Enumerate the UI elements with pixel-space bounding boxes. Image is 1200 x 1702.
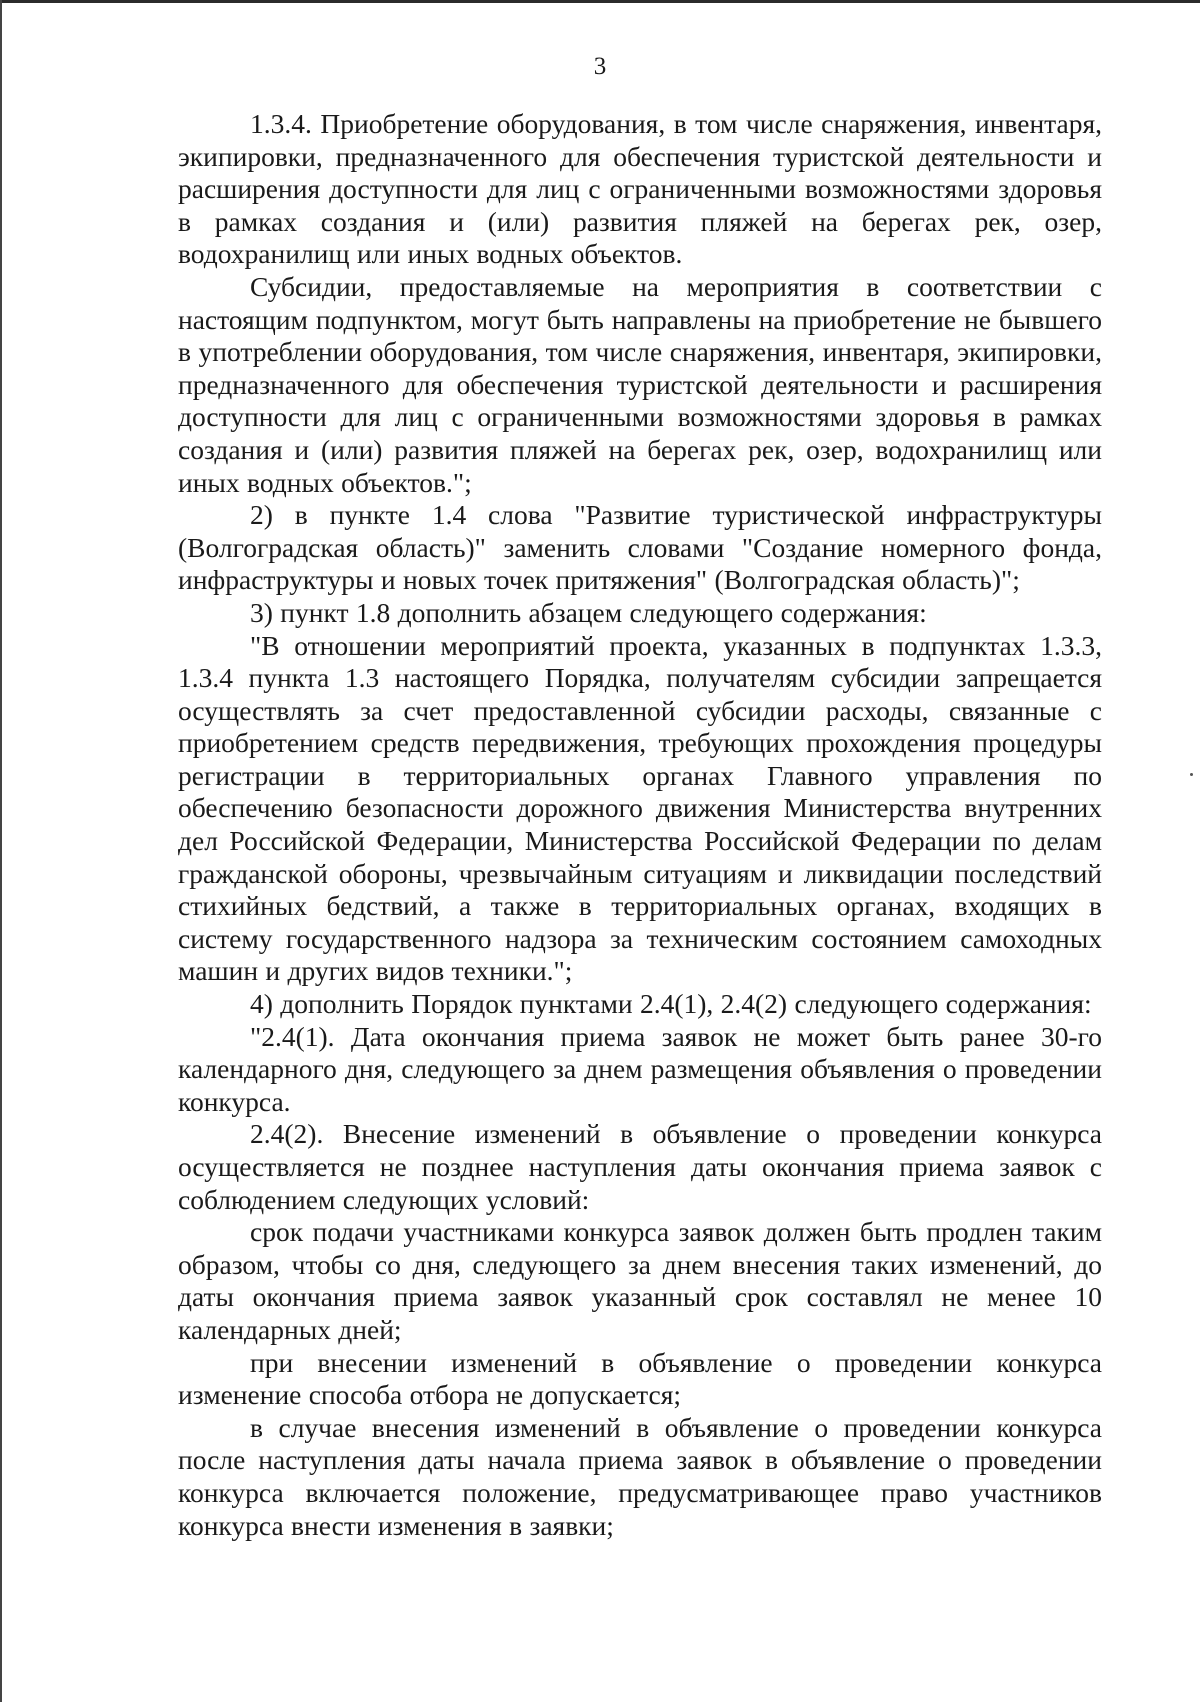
- scan-edge-top: [0, 0, 1200, 3]
- page-number: 3: [593, 53, 607, 80]
- paragraph-2-4-2: 2.4(2). Внесение изменений в объявление о проведении конкурса осуществляется не позднее наступления даты окончания приема заявок с соблюдением следующих условий:: [178, 1118, 1102, 1215]
- paragraph-item-4: 4) дополнить Порядок пунктами 2.4(1), 2.4(2) следующего содержания:: [250, 988, 1092, 1020]
- paragraph-2-4-1: "2.4(1). Дата окончания приема заявок не может быть ранее 30-го календарного дня, следующего за днем размещения объявления о проведении конкурса.: [178, 1020, 1102, 1117]
- paragraph-condition-method: при внесении изменений в объявление о проведении конкурса изменение способа отбора не допускается;: [178, 1346, 1102, 1411]
- paragraph-condition-deadline: срок подачи участниками конкурса заявок должен быть продлен таким образом, чтобы со дня, следующего за днем внесения таких изменений, до даты окончания приема заявок указанный срок составлял не менее 10 календарных дней;: [178, 1216, 1102, 1345]
- paragraph-item-3-quote: "В отношении мероприятий проекта, указанных в подпунктах 1.3.3, 1.3.4 пункта 1.3 настоящего Порядка, получателям субсидии запрещается осуществлять за счет предоставленной субсидии расходы, связанные с приобретением средств передвижения, требующих прохождения процедуры регистрации в территориальных органах Главного управления по обеспечению безопасности дорожного движения Министерства внутренних дел Российской Федерации, Министерства Российской Федерации по делам гражданской обороны, чрезвычайным ситуациям и ликвидации последствий стихийных бедствий, а также в территориальных органах, входящих в систему государственного надзора за техническим состоянием самоходных машин и других видов техники.";: [178, 629, 1102, 987]
- paragraph-item-2: 2) в пункте 1.4 слова "Развитие туристической инфраструктуры (Волгоградская область)" заменить словами "Создание номерного фонда, инфраструктуры и новых точек притяжения" (Волгоградская область)";: [178, 499, 1102, 596]
- paragraph-subsidies: Субсидии, предоставляемые на мероприятия в соответствии с настоящим подпунктом, могут быть направлены на приобретение не бывшего в употреблении оборудования, том числе снаряжения, инвентаря, экипировки, предназначенного для обеспечения туристской деятельности и расширения доступности для лиц с ограниченными возможностями здоровья в рамках создания и (или) развития пляжей на берегах рек, озер, водохранилищ или иных водных объектов.";: [178, 270, 1102, 498]
- paragraph-item-3: 3) пункт 1.8 дополнить абзацем следующего содержания:: [250, 596, 927, 628]
- scan-edge-left: [0, 0, 2, 1702]
- paragraph-1-3-4: 1.3.4. Приобретение оборудования, в том числе снаряжения, инвентаря, экипировки, предназначенного для обеспечения туристской деятельности и расширения доступности для лиц с ограниченными возможностями здоровья в рамках создания и (или) развития пляжей на берегах рек, озер, водохранилищ или иных водных объектов.: [178, 108, 1102, 270]
- scan-speck: [1190, 773, 1193, 776]
- document-body: [178, 108, 1102, 1542]
- paragraph-condition-changes: в случае внесения изменений в объявление о проведении конкурса после наступления даты начала приема заявок в объявление о проведении конкурса включается положение, предусматривающее право участников конкурса внести изменения в заявки;: [178, 1411, 1102, 1541]
